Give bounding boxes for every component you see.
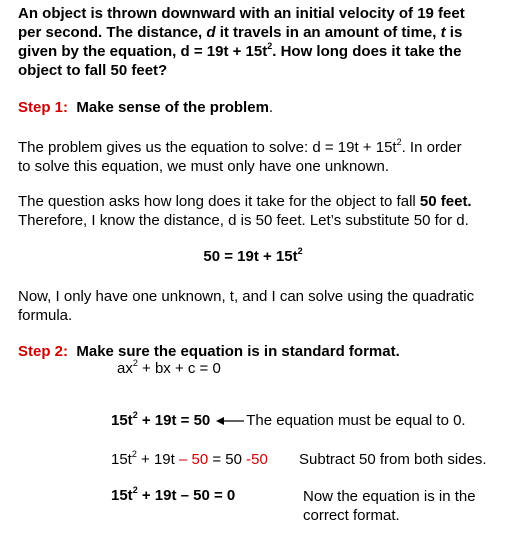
paragraph-substitution: The question asks how long does it take for the object to fall 50 feet. Therefore, I know the distance, d is 50 feet. Let’s substitute 50 for d. [18, 193, 472, 229]
step1-title: Make sense of the problem [68, 99, 269, 116]
variable-d: d [206, 24, 216, 41]
paragraph-equation-intro: The problem gives us the equation to solve: $d = 19t + 15t^2$. In order to solve this equation, we must only have one unknown. [18, 137, 462, 175]
step2-title: Make sure the equation is in standard format. [68, 343, 400, 360]
problem-line-3: given by the equation, $d = 19t + 15t^2$. How long does it take the [18, 41, 462, 60]
standard-form: $ax^2$ + bx + c = 0 [117, 358, 221, 377]
step2-heading [18, 342, 504, 361]
left-arrow-icon [216, 416, 244, 426]
equation-row-3: $15t^2 + 19t - 50 = 0$ [111, 485, 236, 504]
problem-statement [18, 4, 504, 80]
equation-row-1 [111, 412, 466, 429]
equation-row-1-note: The equation must be equal to 0. [246, 412, 466, 429]
variable-t: t [440, 24, 446, 41]
equation-row-1-expression: $15t^2 + 19t = 50$ [111, 410, 211, 429]
step2-label: Step 2: [18, 343, 69, 360]
equation-row-2-note: Subtract 50 from both sides. [299, 451, 487, 468]
paragraph-one-unknown: Now, I only have one unknown, t, and I can solve using the quadratic formula. [18, 288, 475, 324]
step1-label: Step 1: [18, 99, 69, 116]
substituted-equation: $50 = 19t + 15t^2$ [203, 246, 303, 265]
problem-line-1: An object is thrown downward with an initial velocity of 19 feet [18, 5, 465, 22]
equation-row-2: $15t^2 + 19t - 50 = 50$ -50 [111, 449, 268, 468]
problem-line-2: per second. The distance, d it travels in an amount of time, t is [18, 24, 463, 41]
equation-row-3-note: Now the equation is in the correct format. [303, 488, 476, 524]
problem-line-4: object to fall 50 feet? [18, 62, 168, 79]
step1-heading: Step 1: Make sense of the problem. [18, 99, 274, 116]
